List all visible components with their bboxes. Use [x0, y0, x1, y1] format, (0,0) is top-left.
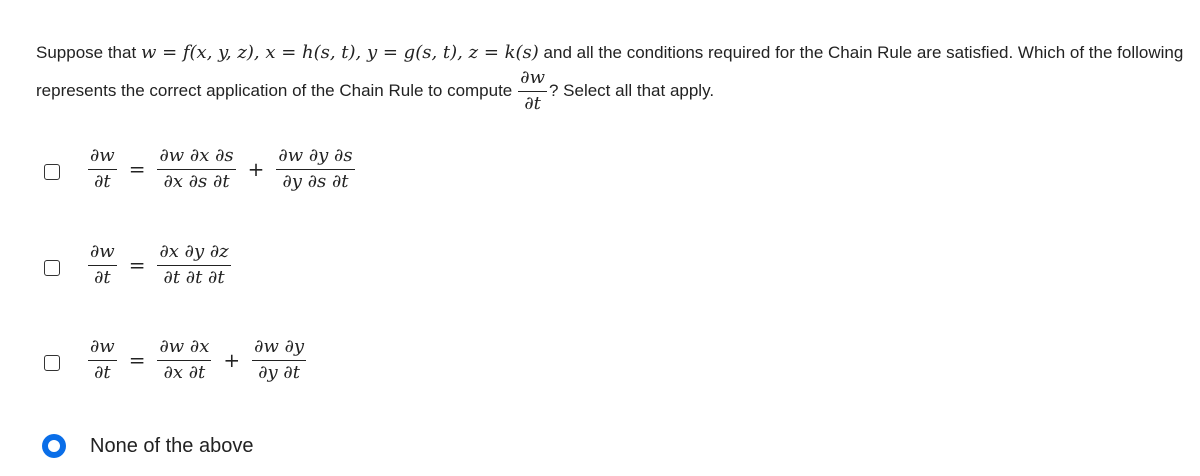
option-1-lhs-numerator: ∂w — [88, 146, 117, 170]
plus-sign: + — [247, 157, 265, 182]
option-3-term-2-denominator: ∂y ∂t — [258, 361, 300, 383]
option-3-lhs-numerator: ∂w — [88, 337, 117, 361]
option-2-checkbox[interactable] — [44, 260, 60, 276]
option-1-checkbox[interactable] — [44, 164, 60, 180]
option-1-formula — [86, 146, 357, 192]
equals-sign: = — [128, 348, 146, 373]
option-3-term-1 — [157, 337, 211, 383]
option-2-lhs-numerator: ∂w — [88, 242, 117, 266]
option-4-radio-selected-icon[interactable] — [42, 434, 66, 458]
question-target-numerator: ∂w — [518, 68, 547, 92]
option-1-term-1 — [157, 146, 235, 192]
option-2-lhs-denominator: ∂t — [94, 266, 111, 288]
option-2-lhs — [88, 242, 117, 288]
option-1-term-2-numerator: ∂w ∂y ∂s — [276, 146, 354, 170]
question-line-2 — [36, 68, 714, 114]
option-1-lhs-denominator: ∂t — [94, 170, 111, 192]
option-3-lhs-denominator: ∂t — [94, 361, 111, 383]
question-suffix: and all the conditions required for the Chain Rule are satisfied. Which of the following — [543, 43, 1184, 62]
option-3-term-1-denominator: ∂x ∂t — [163, 361, 206, 383]
option-3-lhs — [88, 337, 117, 383]
question-line2-prefix: represents the correct application of the Chain Rule to compute — [36, 81, 513, 101]
radio-dot-icon — [48, 440, 60, 452]
option-2-term-1-numerator: ∂x ∂y ∂z — [157, 242, 230, 266]
option-1-term-1-denominator: ∂x ∂s ∂t — [163, 170, 230, 192]
plus-sign: + — [223, 348, 241, 373]
question-line2-suffix: ? Select all that apply. — [548, 81, 715, 101]
option-3-term-1-numerator: ∂w ∂x — [157, 337, 211, 361]
question-definitions: w = f(x, y, z), x = h(s, t), y = g(s, t), z = k(s) — [140, 42, 539, 63]
option-1-term-1-numerator: ∂w ∂x ∂s — [157, 146, 235, 170]
question-prefix: Suppose that — [36, 43, 137, 62]
equals-sign: = — [128, 157, 146, 182]
question-target-denominator: ∂t — [524, 92, 541, 114]
option-2-formula — [86, 242, 233, 288]
option-3-term-2-numerator: ∂w ∂y — [252, 337, 306, 361]
option-2-term-1 — [157, 242, 230, 288]
option-2-term-1-denominator: ∂t ∂t ∂t — [163, 266, 225, 288]
question-line-1 — [36, 42, 1183, 63]
option-1-term-2-denominator: ∂y ∂s ∂t — [282, 170, 349, 192]
option-3-term-2 — [252, 337, 306, 383]
option-3-checkbox[interactable] — [44, 355, 60, 371]
question-target-fraction — [518, 68, 547, 114]
option-4-label[interactable]: None of the above — [90, 435, 254, 457]
option-1-lhs — [88, 146, 117, 192]
equals-sign: = — [128, 253, 146, 278]
option-1-term-2 — [276, 146, 354, 192]
option-3-formula — [86, 337, 308, 383]
